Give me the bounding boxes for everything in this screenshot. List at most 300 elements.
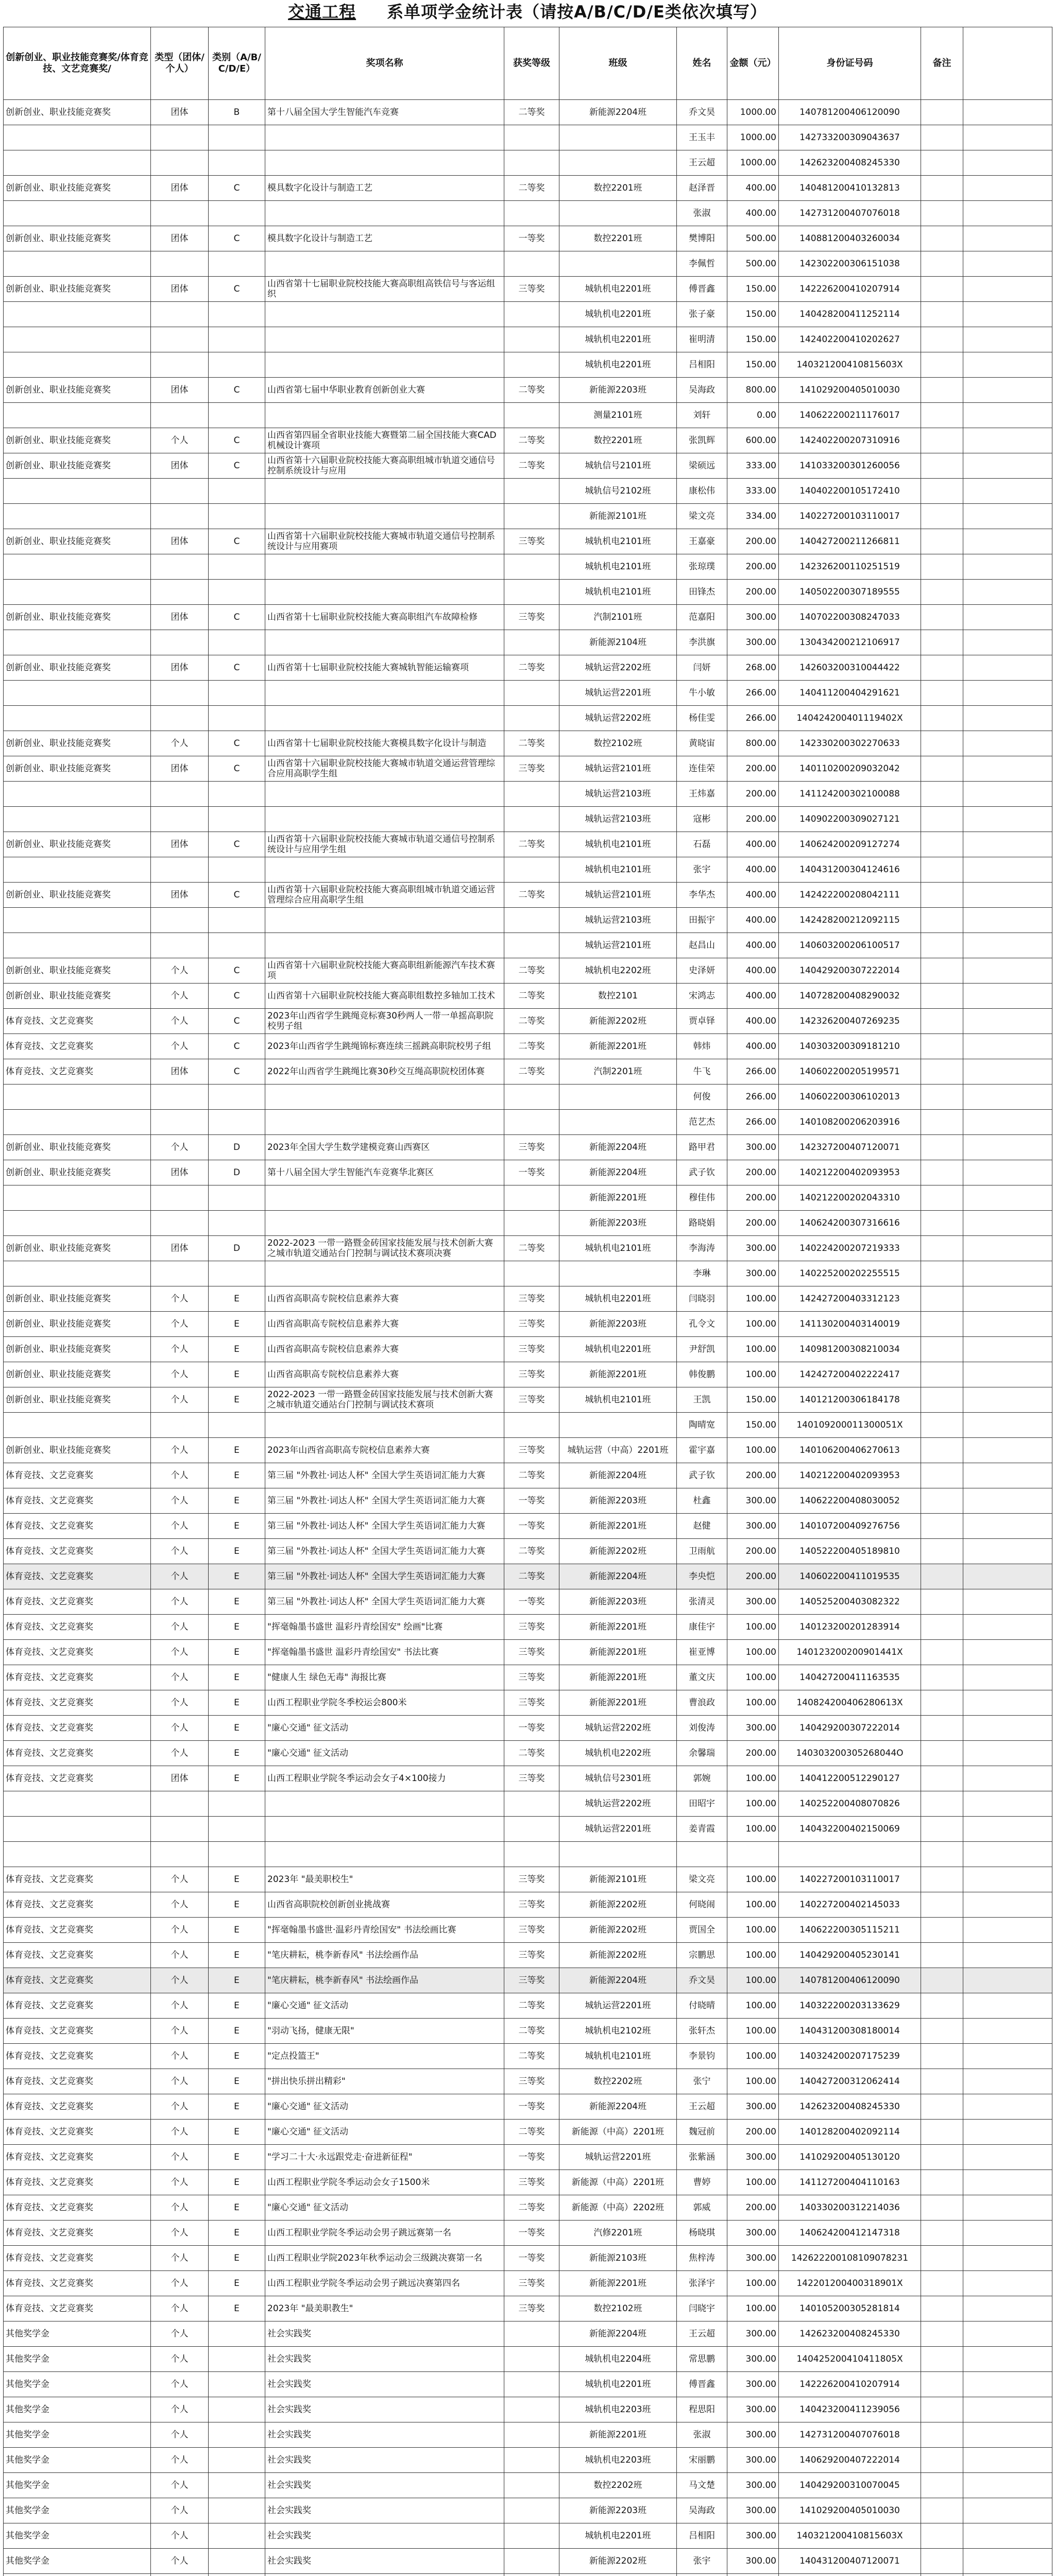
cell-name: 郭威 bbox=[677, 2195, 727, 2221]
cell-type: 个人 bbox=[151, 2069, 209, 2094]
table-row bbox=[4, 2019, 1052, 2044]
cell-class: E bbox=[209, 2195, 265, 2221]
cell-remark bbox=[921, 327, 963, 352]
table-row bbox=[4, 1640, 1052, 1665]
cell-remark bbox=[921, 2473, 963, 2498]
cell-class bbox=[209, 580, 265, 605]
cell-level: 一等奖 bbox=[504, 2145, 559, 2170]
cell-name: 王云超 bbox=[677, 150, 727, 176]
cell-id-number: 142428200212092115 bbox=[779, 908, 921, 933]
cell-class: C bbox=[209, 529, 265, 554]
cell-amount: 334.00 bbox=[727, 504, 779, 529]
cell-category: 创新创业、职业技能竞赛奖 bbox=[4, 984, 151, 1009]
cell-level: 三等奖 bbox=[504, 1312, 559, 1337]
cell-level: 三等奖 bbox=[504, 1387, 559, 1413]
cell-type bbox=[151, 681, 209, 706]
cell-name: 霍宇嘉 bbox=[677, 1438, 727, 1463]
table-row bbox=[4, 1993, 1052, 2019]
cell-category: 创新创业、职业技能竞赛奖 bbox=[4, 832, 151, 857]
cell-class bbox=[209, 2372, 265, 2397]
cell-level: 三等奖 bbox=[504, 1867, 559, 1892]
cell-class-name: 新能源2202班 bbox=[559, 1943, 677, 1968]
cell-amount: 0.00 bbox=[727, 403, 779, 428]
cell-id-number: 140212200402093953 bbox=[779, 1160, 921, 1185]
cell-id-number: 140107200409276756 bbox=[779, 1514, 921, 1539]
cell-award-name: 2023年 "最美职教生" bbox=[265, 2296, 504, 2321]
cell-name: 王云超 bbox=[677, 2321, 727, 2347]
cell-amount: 300.00 bbox=[727, 2246, 779, 2271]
cell-class: C bbox=[209, 453, 265, 479]
cell-level: 二等奖 bbox=[504, 1034, 559, 1059]
cell-name: 马文楚 bbox=[677, 2473, 727, 2498]
cell-id-number: 140728200408290032 bbox=[779, 984, 921, 1009]
cell-amount: 333.00 bbox=[727, 479, 779, 504]
table-row bbox=[4, 504, 1052, 529]
cell-level bbox=[504, 1413, 559, 1438]
cell-amount: 100.00 bbox=[727, 1362, 779, 1387]
cell-remark bbox=[921, 251, 963, 277]
cell-remark bbox=[921, 832, 963, 857]
cell-amount: 100.00 bbox=[727, 1690, 779, 1716]
cell-level: 三等奖 bbox=[504, 756, 559, 782]
cell-amount: 300.00 bbox=[727, 2422, 779, 2448]
table-row bbox=[4, 1286, 1052, 1312]
cell-extra bbox=[963, 883, 1052, 908]
cell-award-name bbox=[265, 1261, 504, 1286]
cell-level: 二等奖 bbox=[504, 2195, 559, 2221]
cell-class bbox=[209, 2549, 265, 2574]
cell-award-name: 2023年山西省学生跳绳竞标赛30秒两人一带一单摇高职院校男子组 bbox=[265, 1009, 504, 1034]
cell-type: 个人 bbox=[151, 1337, 209, 1362]
cell-class: C bbox=[209, 605, 265, 630]
cell-level bbox=[504, 681, 559, 706]
table-row bbox=[4, 327, 1052, 352]
cell-class: E bbox=[209, 1867, 265, 1892]
cell-name: 李华杰 bbox=[677, 883, 727, 908]
cell-level: 三等奖 bbox=[504, 1362, 559, 1387]
table-row bbox=[4, 2422, 1052, 2448]
cell-id-number: 140412200512290127 bbox=[779, 1766, 921, 1791]
cell-name: 何晓闹 bbox=[677, 1892, 727, 1918]
cell-extra bbox=[963, 1059, 1052, 1084]
cell-id-number: 142422200208042111 bbox=[779, 883, 921, 908]
cell-extra bbox=[963, 2549, 1052, 2574]
cell-class-name: 城轨机电2101班 bbox=[559, 832, 677, 857]
cell-type: 个人 bbox=[151, 2271, 209, 2296]
cell-id-number: 141029200405010030 bbox=[779, 378, 921, 403]
cell-id-number: 140622200408030052 bbox=[779, 1488, 921, 1514]
cell-remark bbox=[921, 1968, 963, 1993]
cell-award-name: 2022年山西省学生跳绳比赛30秒交互绳高职院校团体赛 bbox=[265, 1059, 504, 1084]
table-row bbox=[4, 706, 1052, 731]
header-class-name: 班级 bbox=[559, 27, 677, 100]
cell-id-number: 140227200402145033 bbox=[779, 1892, 921, 1918]
cell-class-name: 汽修2201班 bbox=[559, 2221, 677, 2246]
table-row bbox=[4, 2069, 1052, 2094]
table-row bbox=[4, 1034, 1052, 1059]
cell-remark bbox=[921, 1160, 963, 1185]
cell-category: 体育竞技、文艺竞赛奖 bbox=[4, 1766, 151, 1791]
cell-amount: 200.00 bbox=[727, 580, 779, 605]
cell-amount: 200.00 bbox=[727, 756, 779, 782]
cell-amount: 266.00 bbox=[727, 1084, 779, 1110]
cell-extra bbox=[963, 352, 1052, 378]
cell-name: 傅晋鑫 bbox=[677, 2372, 727, 2397]
cell-class bbox=[209, 2574, 265, 2576]
cell-class: E bbox=[209, 1741, 265, 1766]
cell-extra bbox=[963, 1185, 1052, 1211]
cell-category: 其他奖学金 bbox=[4, 2321, 151, 2347]
cell-amount: 800.00 bbox=[727, 378, 779, 403]
cell-category: 体育竞技、文艺竞赛奖 bbox=[4, 1488, 151, 1514]
cell-extra bbox=[963, 2044, 1052, 2069]
cell-category bbox=[4, 782, 151, 807]
cell-extra bbox=[963, 731, 1052, 756]
cell-class bbox=[209, 352, 265, 378]
cell-class bbox=[209, 201, 265, 226]
cell-id-number: 141127200404110163 bbox=[779, 2170, 921, 2195]
cell-id-number: 140881200403260034 bbox=[779, 226, 921, 251]
cell-extra bbox=[963, 984, 1052, 1009]
cell-class bbox=[209, 1110, 265, 1135]
cell-award-name bbox=[265, 251, 504, 277]
cell-category: 体育竞技、文艺竞赛奖 bbox=[4, 1918, 151, 1943]
cell-extra bbox=[963, 2448, 1052, 2473]
cell-amount: 100.00 bbox=[727, 2019, 779, 2044]
cell-category: 创新创业、职业技能竞赛奖 bbox=[4, 226, 151, 251]
cell-extra bbox=[963, 2347, 1052, 2372]
cell-id-number: 140109200011300051X bbox=[779, 1413, 921, 1438]
cell-class: E bbox=[209, 1488, 265, 1514]
cell-class-name: 城轨信号2101班 bbox=[559, 453, 677, 479]
cell-id-number: 140781200406120090 bbox=[779, 1968, 921, 1993]
cell-class-name bbox=[559, 1413, 677, 1438]
cell-category bbox=[4, 251, 151, 277]
cell-category bbox=[4, 125, 151, 150]
cell-remark bbox=[921, 529, 963, 554]
cell-name: 田振宇 bbox=[677, 908, 727, 933]
cell-remark bbox=[921, 580, 963, 605]
cell-level bbox=[504, 1084, 559, 1110]
cell-class bbox=[209, 251, 265, 277]
cell-level: 三等奖 bbox=[504, 1943, 559, 1968]
cell-category: 创新创业、职业技能竞赛奖 bbox=[4, 453, 151, 479]
cell-id-number: 140429200307222014 bbox=[779, 958, 921, 984]
cell-category: 其他奖学金 bbox=[4, 2397, 151, 2422]
cell-type: 个人 bbox=[151, 2296, 209, 2321]
cell-id-number: 142623200408245330 bbox=[779, 2321, 921, 2347]
cell-extra bbox=[963, 1918, 1052, 1943]
cell-extra bbox=[963, 1842, 1052, 1867]
table-row bbox=[4, 226, 1052, 251]
cell-category bbox=[4, 908, 151, 933]
cell-level bbox=[504, 1211, 559, 1236]
cell-amount: 300.00 bbox=[727, 2448, 779, 2473]
cell-class-name: 测量2101班 bbox=[559, 403, 677, 428]
cell-name: 董文庆 bbox=[677, 1665, 727, 1690]
cell-name: 石磊 bbox=[677, 832, 727, 857]
cell-category: 体育竞技、文艺竞赛奖 bbox=[4, 2120, 151, 2145]
cell-amount: 150.00 bbox=[727, 277, 779, 302]
cell-category: 体育竞技、文艺竞赛奖 bbox=[4, 1640, 151, 1665]
cell-award-name: 2023年全国大学生数学建模竞赛山西赛区 bbox=[265, 1135, 504, 1160]
cell-name: 张宁 bbox=[677, 2069, 727, 2094]
table-row bbox=[4, 1135, 1052, 1160]
cell-class-name: 新能源2201班 bbox=[559, 1514, 677, 1539]
table-row bbox=[4, 1766, 1052, 1791]
cell-level: 一等奖 bbox=[504, 1488, 559, 1514]
cell-type: 团体 bbox=[151, 883, 209, 908]
cell-extra bbox=[963, 580, 1052, 605]
table-row bbox=[4, 731, 1052, 756]
cell-category: 创新创业、职业技能竞赛奖 bbox=[4, 1312, 151, 1337]
cell-level bbox=[504, 554, 559, 580]
cell-name: 付晓晴 bbox=[677, 1993, 727, 2019]
cell-category: 创新创业、职业技能竞赛奖 bbox=[4, 176, 151, 201]
cell-level bbox=[504, 201, 559, 226]
cell-name: 焦梓涛 bbox=[677, 2246, 727, 2271]
cell-award-name: 2023年 "最美职校生" bbox=[265, 1867, 504, 1892]
cell-remark bbox=[921, 1135, 963, 1160]
cell-remark bbox=[921, 150, 963, 176]
cell-award-name: 山西省第四届全省职业技能大赛暨第二届全国技能大赛CAD机械设计赛项 bbox=[265, 428, 504, 453]
cell-class-name: 新能源2103班 bbox=[559, 2246, 677, 2271]
cell-type: 个人 bbox=[151, 1387, 209, 1413]
table-row bbox=[4, 1488, 1052, 1514]
cell-remark bbox=[921, 2246, 963, 2271]
cell-award-name: 第三届 "外教社·词达人杯" 全国大学生英语词汇能力大赛 bbox=[265, 1564, 504, 1589]
cell-level bbox=[504, 933, 559, 958]
cell-remark bbox=[921, 554, 963, 580]
table-row bbox=[4, 1463, 1052, 1488]
cell-name: 梁文亮 bbox=[677, 1867, 727, 1892]
cell-type: 团体 bbox=[151, 226, 209, 251]
cell-class: C bbox=[209, 1059, 265, 1084]
cell-class-name: 城轨机电2203班 bbox=[559, 2448, 677, 2473]
cell-class: E bbox=[209, 1463, 265, 1488]
cell-amount: 266.00 bbox=[727, 1059, 779, 1084]
cell-class: E bbox=[209, 2069, 265, 2094]
cell-name: 张轩杰 bbox=[677, 2019, 727, 2044]
cell-remark bbox=[921, 1766, 963, 1791]
cell-extra bbox=[963, 201, 1052, 226]
cell-name: 孔令文 bbox=[677, 1312, 727, 1337]
cell-amount: 200.00 bbox=[727, 782, 779, 807]
cell-type: 个人 bbox=[151, 2044, 209, 2069]
cell-extra bbox=[963, 958, 1052, 984]
cell-extra bbox=[963, 479, 1052, 504]
table-row bbox=[4, 2195, 1052, 2221]
cell-remark bbox=[921, 378, 963, 403]
cell-level bbox=[504, 2372, 559, 2397]
cell-category bbox=[4, 857, 151, 883]
cell-class-name: 新能源2201班 bbox=[559, 1665, 677, 1690]
cell-remark bbox=[921, 958, 963, 984]
cell-award-name bbox=[265, 201, 504, 226]
cell-type: 个人 bbox=[151, 1867, 209, 1892]
cell-level bbox=[504, 327, 559, 352]
cell-level bbox=[504, 2397, 559, 2422]
cell-category bbox=[4, 706, 151, 731]
cell-type: 个人 bbox=[151, 1918, 209, 1943]
cell-amount: 200.00 bbox=[727, 1185, 779, 1211]
cell-level: 二等奖 bbox=[504, 1539, 559, 1564]
cell-name: 常思鹏 bbox=[677, 2347, 727, 2372]
cell-class: E bbox=[209, 1943, 265, 1968]
cell-name: 刘轩 bbox=[677, 403, 727, 428]
cell-class-name: 新能源2204班 bbox=[559, 1135, 677, 1160]
cell-award-name bbox=[265, 706, 504, 731]
cell-amount: 300.00 bbox=[727, 2498, 779, 2523]
cell-award-name: "挥毫翰墨书盛世·温彩丹青绘国安" 书法绘画比赛 bbox=[265, 1918, 504, 1943]
table-row bbox=[4, 2120, 1052, 2145]
cell-remark bbox=[921, 2170, 963, 2195]
cell-class-name: 数控2202班 bbox=[559, 2069, 677, 2094]
cell-id-number: 140429200310070045 bbox=[779, 2473, 921, 2498]
cell-id-number: 140324200207175239 bbox=[779, 2044, 921, 2069]
cell-award-name: 社会实践奖 bbox=[265, 2498, 504, 2523]
table-row bbox=[4, 1791, 1052, 1817]
cell-award-name: 第三届 "外教社·词达人杯" 全国大学生英语词汇能力大赛 bbox=[265, 1514, 504, 1539]
cell-category: 体育竞技、文艺竞赛奖 bbox=[4, 1564, 151, 1589]
table-row bbox=[4, 1059, 1052, 1084]
cell-amount: 100.00 bbox=[727, 2296, 779, 2321]
table-row bbox=[4, 2044, 1052, 2069]
cell-remark bbox=[921, 756, 963, 782]
cell-level: 二等奖 bbox=[504, 2019, 559, 2044]
cell-remark bbox=[921, 453, 963, 479]
cell-category: 体育竞技、文艺竞赛奖 bbox=[4, 2019, 151, 2044]
cell-extra bbox=[963, 1286, 1052, 1312]
cell-level bbox=[504, 2549, 559, 2574]
cell-category: 创新创业、职业技能竞赛奖 bbox=[4, 1236, 151, 1261]
table-row bbox=[4, 277, 1052, 302]
cell-award-name bbox=[265, 403, 504, 428]
cell-type bbox=[151, 1110, 209, 1135]
cell-id-number: 140429200307222014 bbox=[779, 1716, 921, 1741]
cell-name: 崔亚博 bbox=[677, 1640, 727, 1665]
cell-category: 创新创业、职业技能竞赛奖 bbox=[4, 605, 151, 630]
table-row bbox=[4, 378, 1052, 403]
cell-category: 其他奖学金 bbox=[4, 2498, 151, 2523]
cell-amount: 400.00 bbox=[727, 832, 779, 857]
cell-class-name: 城轨机电2201班 bbox=[559, 277, 677, 302]
cell-class-name: 新能源2201班 bbox=[559, 1690, 677, 1716]
cell-type: 团体 bbox=[151, 1236, 209, 1261]
cell-award-name: 山西省第十六届职业院校技能大赛高职组新能源汽车技术赛项 bbox=[265, 958, 504, 984]
cell-name: 闫妍 bbox=[677, 655, 727, 681]
cell-class bbox=[209, 857, 265, 883]
cell-class bbox=[209, 1817, 265, 1842]
cell-remark bbox=[921, 2498, 963, 2523]
cell-remark bbox=[921, 1741, 963, 1766]
cell-class: C bbox=[209, 756, 265, 782]
cell-type: 个人 bbox=[151, 984, 209, 1009]
cell-type bbox=[151, 1084, 209, 1110]
cell-remark bbox=[921, 1463, 963, 1488]
cell-name: 贾卓铎 bbox=[677, 1009, 727, 1034]
cell-class-name: 城轨机电2201班 bbox=[559, 352, 677, 378]
cell-type bbox=[151, 1413, 209, 1438]
cell-remark bbox=[921, 2120, 963, 2145]
cell-name: 姜青霞 bbox=[677, 1817, 727, 1842]
cell-remark bbox=[921, 1943, 963, 1968]
cell-name: 史泽妍 bbox=[677, 958, 727, 984]
table-row bbox=[4, 857, 1052, 883]
header-level: 获奖等级 bbox=[504, 27, 559, 100]
table-row bbox=[4, 1261, 1052, 1286]
cell-class: E bbox=[209, 2145, 265, 2170]
cell-award-name bbox=[265, 857, 504, 883]
cell-extra bbox=[963, 1236, 1052, 1261]
cell-level: 三等奖 bbox=[504, 1665, 559, 1690]
cell-amount: 100.00 bbox=[727, 1286, 779, 1312]
cell-id-number: 140322200203133629 bbox=[779, 1993, 921, 2019]
cell-amount: 100.00 bbox=[727, 1615, 779, 1640]
cell-award-name: 山西省第十七届职业院校技能大赛模具数字化设计与制造 bbox=[265, 731, 504, 756]
cell-amount: 100.00 bbox=[727, 2271, 779, 2296]
cell-class-name: 新能源2202班 bbox=[559, 1918, 677, 1943]
cell-class bbox=[209, 1211, 265, 1236]
cell-category bbox=[4, 807, 151, 832]
cell-award-name: 山西省第十六届职业院校技能大赛城市轨道交通信号控制系统设计与应用赛项 bbox=[265, 529, 504, 554]
cell-award-name bbox=[265, 630, 504, 655]
cell-award-name: 2023年山西省高职高专院校信息素养大赛 bbox=[265, 1438, 504, 1463]
cell-level: 二等奖 bbox=[504, 378, 559, 403]
cell-class-name: 城轨运营2202班 bbox=[559, 1791, 677, 1817]
cell-award-name: 山西工程职业学院冬季运动会男子跳远决赛第四名 bbox=[265, 2271, 504, 2296]
cell-extra bbox=[963, 1413, 1052, 1438]
cell-remark bbox=[921, 2549, 963, 2574]
cell-id-number: 141029200405130120 bbox=[779, 2145, 921, 2170]
cell-category: 创新创业、职业技能竞赛奖 bbox=[4, 655, 151, 681]
cell-remark bbox=[921, 1438, 963, 1463]
cell-award-name: 第三届 "外教社·词达人杯" 全国大学生英语词汇能力大赛 bbox=[265, 1463, 504, 1488]
cell-amount: 400.00 bbox=[727, 908, 779, 933]
cell-class: C bbox=[209, 984, 265, 1009]
cell-category: 体育竞技、文艺竞赛奖 bbox=[4, 1968, 151, 1993]
cell-level bbox=[504, 403, 559, 428]
cell-type: 个人 bbox=[151, 2549, 209, 2574]
cell-id-number: 142603200310044422 bbox=[779, 655, 921, 681]
cell-amount: 150.00 bbox=[727, 352, 779, 378]
cell-remark bbox=[921, 2069, 963, 2094]
cell-extra bbox=[963, 327, 1052, 352]
cell-id-number: 140428200411252114 bbox=[779, 302, 921, 327]
cell-class-name: 城轨机电2204班 bbox=[559, 2347, 677, 2372]
cell-name: 乔文昊 bbox=[677, 1968, 727, 1993]
cell-remark bbox=[921, 2195, 963, 2221]
cell-extra bbox=[963, 302, 1052, 327]
cell-name: 李佩哲 bbox=[677, 251, 727, 277]
cell-remark bbox=[921, 1589, 963, 1615]
cell-class: E bbox=[209, 2296, 265, 2321]
cell-type: 个人 bbox=[151, 1716, 209, 1741]
cell-category: 创新创业、职业技能竞赛奖 bbox=[4, 1337, 151, 1362]
cell-category: 体育竞技、文艺竞赛奖 bbox=[4, 1059, 151, 1084]
cell-extra bbox=[963, 2397, 1052, 2422]
cell-category: 体育竞技、文艺竞赛奖 bbox=[4, 1741, 151, 1766]
cell-level: 三等奖 bbox=[504, 1918, 559, 1943]
cell-amount: 100.00 bbox=[727, 1640, 779, 1665]
cell-class-name: 新能源2202班 bbox=[559, 1539, 677, 1564]
cell-name: 牛小敏 bbox=[677, 681, 727, 706]
cell-level bbox=[504, 302, 559, 327]
cell-id-number: 142330200302270633 bbox=[779, 731, 921, 756]
cell-remark bbox=[921, 2094, 963, 2120]
cell-name: 张子豪 bbox=[677, 302, 727, 327]
cell-class bbox=[209, 2498, 265, 2523]
